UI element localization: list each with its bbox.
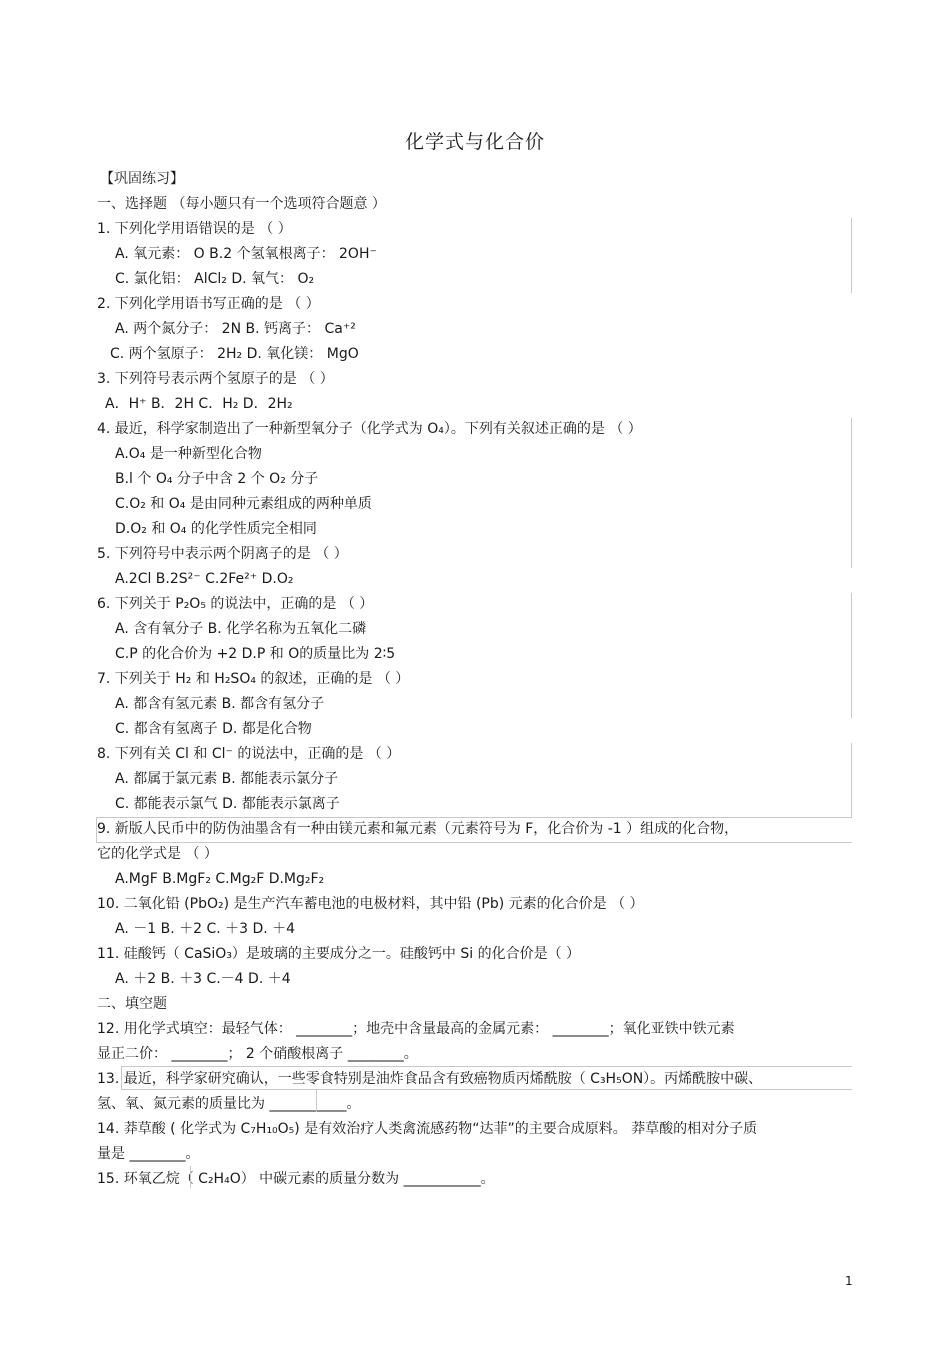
q1-options-ab: A. 氧元素： O B.2 个氢氧根离子： 2OH⁻ xyxy=(115,246,377,262)
frame-line xyxy=(190,1166,191,1188)
q6-options-cd: C.P 的化合价为 +2 D.P 和 O的质量比为 2∶5 xyxy=(115,646,396,662)
question-5: 5. 下列符号中表示两个阴离子的是 （ ） xyxy=(97,546,348,562)
frame-box xyxy=(96,817,852,843)
question-6: 6. 下列关于 P₂O₅ 的说法中，正确的是 （ ） xyxy=(97,596,374,612)
page-number: 1 xyxy=(845,1274,853,1288)
question-3: 3. 下列符号表示两个氢原子的是 （ ） xyxy=(97,371,334,387)
q5-options: A.2Cl B.2S²⁻ C.2Fe²⁺ D.O₂ xyxy=(115,571,294,587)
q4-option-c: C.O₂ 和 O₄ 是由同种元素组成的两种单质 xyxy=(115,496,372,512)
question-15: 15. 环氧乙烷（ C₂H₄O） 中碳元素的质量分数为 ___________。 xyxy=(97,1171,495,1187)
frame-line xyxy=(851,418,852,568)
question-12: 12. 用化学式填空：最轻气体： ________；地壳中含量最高的金属元素： ________；氧化亚铁中铁元素 xyxy=(97,1021,735,1037)
frame-line xyxy=(316,1090,317,1112)
section-heading-choice: 一、选择题 （每小题只有一个选项符合题意 ） xyxy=(97,196,386,212)
question-12-cont: 显正二价： ________； 2 个硝酸根离子 ________。 xyxy=(97,1046,418,1062)
question-14: 14. 莽草酸 ( 化学式为 C₇H₁₀O₅) 是有效治疗人类禽流感药物“达菲”的主要合成原料。 莽草酸的相对分子质 xyxy=(97,1121,758,1137)
question-13-cont: 氢、氧、氮元素的质量比为 ___________。 xyxy=(97,1096,361,1112)
q7-options-ab: A. 都含有氢元素 B. 都含有氢分子 xyxy=(115,696,325,712)
question-11: 11. 硅酸钙（ CaSiO₃）是玻璃的主要成分之一。硅酸钙中 Si 的化合价是（ ） xyxy=(97,946,581,962)
question-7: 7. 下列关于 H₂ 和 H₂SO₄ 的叙述，正确的是 （ ） xyxy=(97,671,410,687)
q2-options-ab: A. 两个氮分子： 2N B. 钙离子： Ca⁺² xyxy=(115,321,356,337)
question-9-cont: 它的化学式是 （ ） xyxy=(97,846,218,862)
q4-option-d: D.O₂ 和 O₄ 的化学性质完全相同 xyxy=(115,521,317,537)
frame-line xyxy=(851,743,852,818)
question-14-cont: 量是 ________。 xyxy=(97,1146,200,1162)
frame-line xyxy=(851,218,852,293)
question-13: 13. 最近，科学家研究确认，一些零食特别是油炸食品含有致癌物质丙烯酰胺（ C₃H₅ON）。丙烯酰胺中碳、 xyxy=(97,1071,763,1087)
q4-option-b: B.l 个 O₄ 分子中含 2 个 O₂ 分子 xyxy=(115,471,319,487)
q1-options-cd: C. 氯化铝： AlCl₂ D. 氧气： O₂ xyxy=(115,271,315,287)
question-9: 9. 新版人民币中的防伪油墨含有一种由镁元素和氟元素（元素符号为 F，化合价为 -1 ）组成的化合物， xyxy=(97,821,739,837)
frame-line xyxy=(851,593,852,718)
frame-box xyxy=(121,1066,852,1090)
q6-options-ab: A. 含有氧分子 B. 化学名称为五氧化二磷 xyxy=(115,621,367,637)
q4-option-a: A.O₄ 是一种新型化合物 xyxy=(115,446,262,462)
q10-options: A. －1 B. ＋2 C. ＋3 D. ＋4 xyxy=(115,921,296,937)
q8-options-ab: A. 都属于氯元素 B. 都能表示氯分子 xyxy=(115,771,339,787)
question-1: 1. 下列化学用语错误的是 （ ） xyxy=(97,221,292,237)
question-10: 10. 二氧化铅 (PbO₂) 是生产汽车蓄电池的电极材料，其中铅 (Pb) 元素的化合价是 （ ） xyxy=(97,896,644,912)
q7-options-cd: C. 都含有氢离子 D. 都是化合物 xyxy=(115,721,312,737)
question-4: 4. 最近，科学家制造出了一种新型氧分子（化学式为 O₄）。下列有关叙述正确的是 （ ） xyxy=(97,421,642,437)
question-2: 2. 下列化学用语书写正确的是 （ ） xyxy=(97,296,320,312)
page-title: 化学式与化合价 xyxy=(404,131,545,153)
q9-options: A.MgF B.MgF₂ C.Mg₂F D.Mg₂F₂ xyxy=(115,871,325,887)
q8-options-cd: C. 都能表示氯气 D. 都能表示氯离子 xyxy=(115,796,340,812)
section-heading-fill: 二、填空题 xyxy=(97,996,167,1012)
section-label: 【巩固练习】 xyxy=(100,171,184,187)
question-8: 8. 下列有关 Cl 和 Cl⁻ 的说法中，正确的是 （ ） xyxy=(97,746,401,762)
q2-options-cd: C. 两个氢原子： 2H₂ D. 氧化镁： MgO xyxy=(110,346,359,362)
q3-options: A．H⁺ B．2H C．H₂ D．2H₂ xyxy=(105,396,293,412)
q11-options: A. ＋2 B. ＋3 C.－4 D. ＋4 xyxy=(115,971,291,987)
